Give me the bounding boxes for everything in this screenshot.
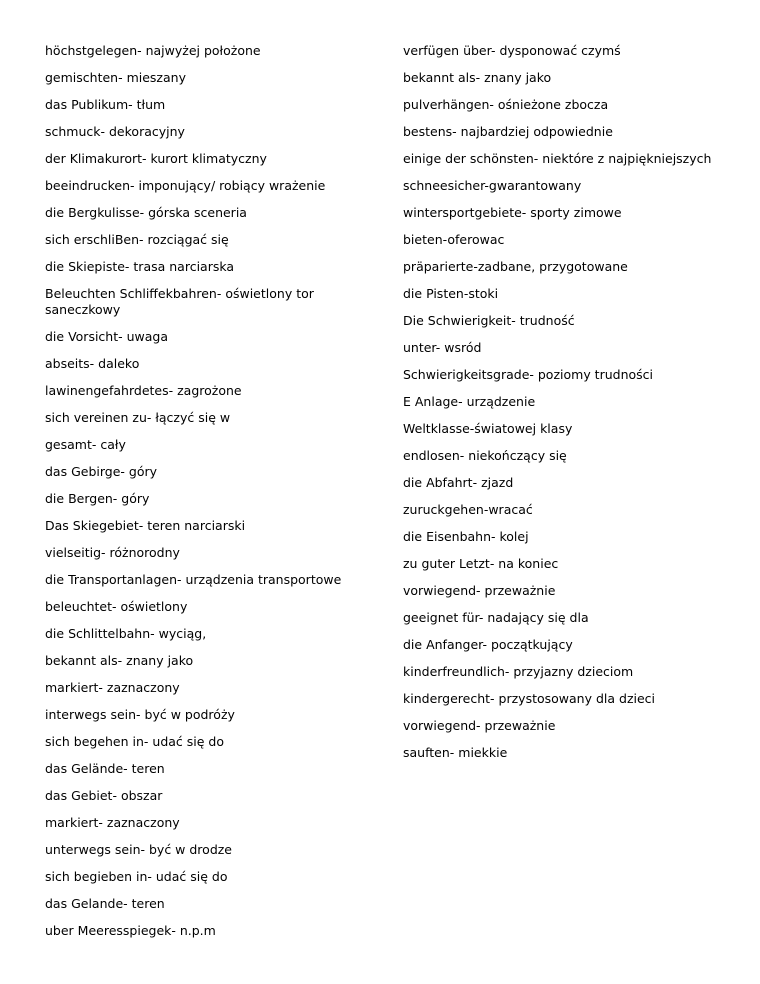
vocabulary-entry: Schwierigkeitsgrade- poziomy trudności [403,367,654,382]
vocabulary-entry: vielseitig- różnorodny [45,545,180,560]
vocabulary-entry: einige der schönsten- niektóre z najpiękniejszych [403,151,712,166]
vocabulary-entry: kinderfreundlich- przyjazny dzieciom [403,664,634,679]
vocabulary-entry: pulverhängen- ośnieżone zbocza [403,97,609,112]
vocabulary-entry: die Vorsicht- uwaga [45,329,169,344]
vocabulary-entry: markiert- zaznaczony [45,680,180,695]
vocabulary-entry: die Pisten-stoki [403,286,499,301]
vocabulary-entry: Die Schwierigkeit- trudność [403,313,575,328]
vocabulary-entry: markiert- zaznaczony [45,815,180,830]
vocabulary-entry: lawinengefahrdetes- zagrożone [45,383,242,398]
vocabulary-entry: verfügen über- dysponować czymś [403,43,621,58]
vocabulary-entry: bestens- najbardziej odpowiednie [403,124,613,139]
vocabulary-entry: Beleuchten Schliffekbahren- oświetlony tor saneczkowy [45,286,314,317]
vocabulary-entry: das Gelande- teren [45,896,165,911]
vocabulary-entry: die Skiepiste- trasa narciarska [45,259,235,274]
vocabulary-entry: vorwiegend- przeważnie [403,718,556,733]
vocabulary-entry: sich erschliBen- rozciągać się [45,232,229,247]
vocabulary-entry: das Gebirge- góry [45,464,158,479]
vocabulary-entry: sich begehen in- udać się do [45,734,224,749]
vocabulary-entry: das Publikum- tłum [45,97,166,112]
vocabulary-entry: kindergerecht- przystosowany dla dzieci [403,691,656,706]
vocabulary-entry: schmuck- dekoracyjny [45,124,185,139]
vocabulary-entry: die Bergkulisse- górska sceneria [45,205,247,220]
vocabulary-entry: die Bergen- góry [45,491,150,506]
vocabulary-entry: sauften- miekkie [403,745,508,760]
vocabulary-entry: die Transportanlagen- urządzenia transportowe [45,572,342,587]
vocabulary-entry: vorwiegend- przeważnie [403,583,556,598]
vocabulary-entry: sich begieben in- udać się do [45,869,228,884]
vocabulary-entry: gemischten- mieszany [45,70,186,85]
vocabulary-entry: der Klimakurort- kurort klimatyczny [45,151,267,166]
vocabulary-entry: beleuchtet- oświetlony [45,599,188,614]
vocabulary-entry: sich vereinen zu- łączyć się w [45,410,231,425]
vocabulary-entry: höchstgelegen- najwyżej położone [45,43,261,58]
vocabulary-entry: geeignet für- nadający się dla [403,610,589,625]
vocabulary-entry: wintersportgebiete- sporty zimowe [403,205,622,220]
vocabulary-entry: das Gelände- teren [45,761,165,776]
vocabulary-entry: uber Meeresspiegek- n.p.m [45,923,216,938]
vocabulary-list-right [403,43,748,772]
vocabulary-entry: bekannt als- znany jako [45,653,194,668]
vocabulary-entry: abseits- daleko [45,356,140,371]
vocabulary-entry: präparierte-zadbane, przygotowane [403,259,628,274]
vocabulary-entry: zu guter Letzt- na koniec [403,556,559,571]
vocabulary-list-left [45,43,345,950]
vocabulary-entry: endlosen- niekończący się [403,448,567,463]
vocabulary-entry: beeindrucken- imponujący/ robiący wrażenie [45,178,326,193]
vocabulary-entry: unter- wsród [403,340,482,355]
vocabulary-entry: Weltklasse-światowej klasy [403,421,573,436]
vocabulary-entry: Das Skiegebiet- teren narciarski [45,518,246,533]
vocabulary-entry: zuruckgehen-wracać [403,502,533,517]
vocabulary-entry: schneesicher-gwarantowany [403,178,582,193]
vocabulary-entry: gesamt- cały [45,437,126,452]
vocabulary-entry: interwegs sein- być w podróży [45,707,235,722]
vocabulary-entry: die Anfanger- początkujący [403,637,573,652]
vocabulary-entry: das Gebiet- obszar [45,788,163,803]
vocabulary-entry: die Abfahrt- zjazd [403,475,514,490]
vocabulary-entry: die Schlittelbahn- wyciąg, [45,626,207,641]
vocabulary-entry: die Eisenbahn- kolej [403,529,529,544]
vocabulary-entry: bieten-oferowac [403,232,505,247]
vocabulary-entry: unterwegs sein- być w drodze [45,842,232,857]
vocabulary-entry: E Anlage- urządzenie [403,394,536,409]
vocabulary-entry: bekannt als- znany jako [403,70,552,85]
